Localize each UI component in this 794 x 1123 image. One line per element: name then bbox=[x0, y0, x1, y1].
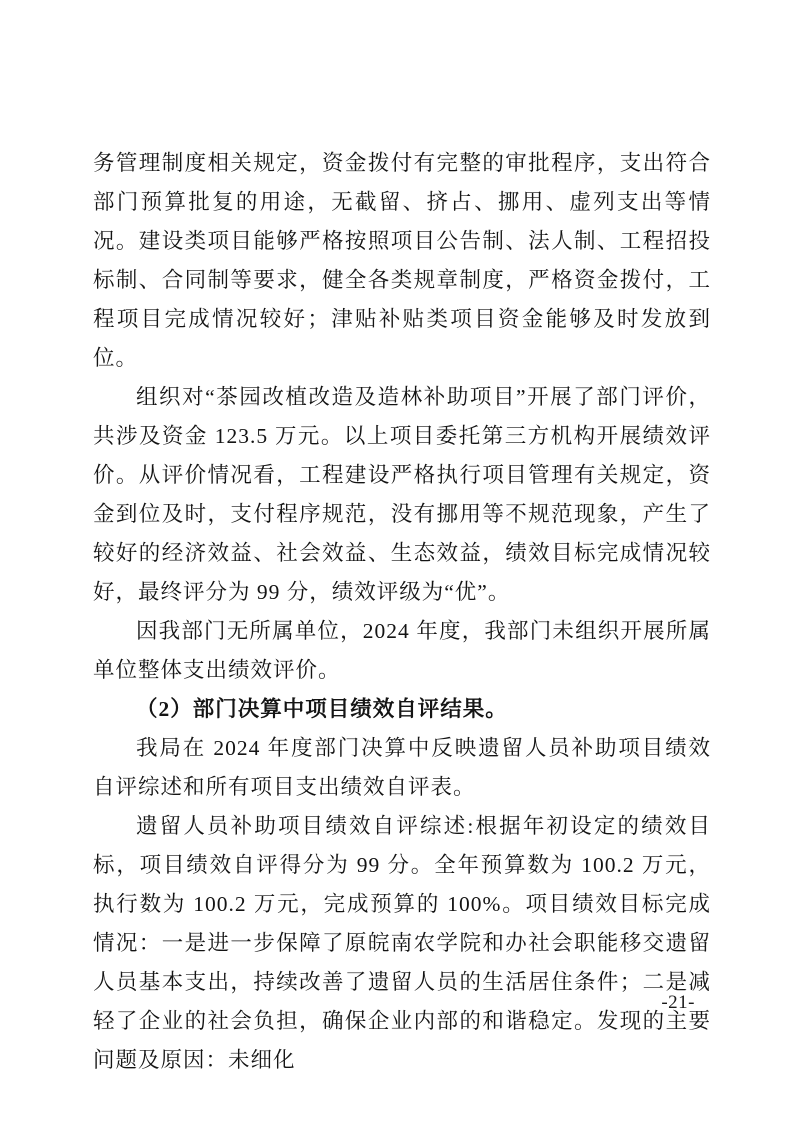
paragraph-no-subordinate-units: 因我部门无所属单位，2024 年度，我部门未组织开展所属单位整体支出绩效评价。 bbox=[93, 619, 711, 682]
paragraph-department-evaluation: 组织对“茶园改植改造及造林补助项目”开展了部门评价，共涉及资金 123.5 万元。以上项目委托第三方机构开展绩效评价。从评价情况看，工程建设严格执行项目管理有关规定，资金到位及时，支付程序规范，没有挪用等不规范现象，产生了较好的经济效益、社会效益、生态效益，绩效目标完成情况较好，最终评分为 99 分，绩效评级为“优”。 bbox=[93, 385, 711, 604]
paragraph-final-accounts-reflection: 我局在 2024 年度部门决算中反映遗留人员补助项目绩效自评综述和所有项目支出绩效自评表。 bbox=[93, 736, 711, 799]
page-number: -21- bbox=[661, 992, 695, 1013]
section-heading-self-evaluation-results: （2）部门决算中项目绩效自评结果。 bbox=[136, 697, 508, 721]
paragraph-fund-management-continuation: 务管理制度相关规定，资金拨付有完整的审批程序，支出符合部门预算批复的用途，无截留、挤占、挪用、虚列支出等情况。建设类项目能够严格按照项目公告制、法人制、工程招投标制、合同制等要求，健全各类规章制度，严格资金拨付，工程项目完成情况较好；津贴补贴类项目资金能够及时发放到位。 bbox=[93, 151, 711, 370]
document-body bbox=[93, 144, 711, 1080]
paragraph-legacy-personnel-subsidy-summary: 遗留人员补助项目绩效自评综述:根据年初设定的绩效目标，项目绩效自评得分为 99 分。全年预算数为 100.2 万元，执行数为 100.2 万元，完成预算的 100%。项目绩效目标完成情况：一是进一步保障了原皖南农学院和办社会职能移交遗留人员基本支出，持续改善了遗留人员的生活居住条件；二是减轻了企业的社会负担，确保企业内部的和谐稳定。发现的主要问题及原因：未细化 bbox=[93, 814, 711, 1072]
